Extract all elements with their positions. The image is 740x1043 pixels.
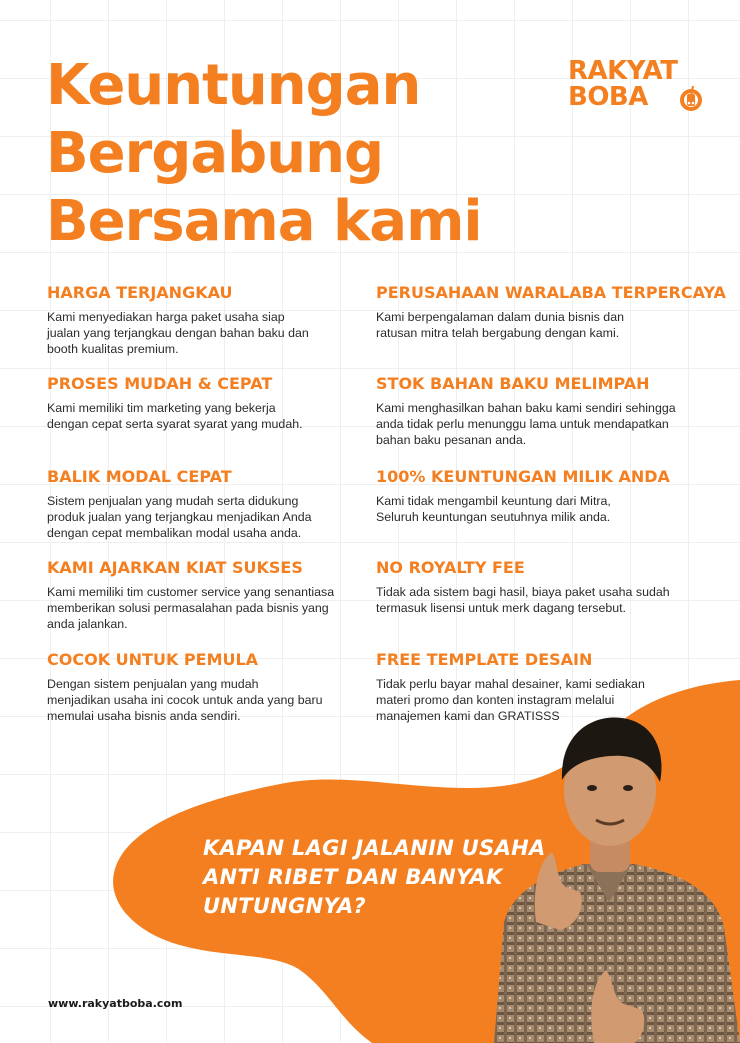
benefit-title: KAMI AJARKAN KIAT SUKSES bbox=[47, 558, 303, 577]
headline bbox=[46, 52, 482, 256]
website-url: www.rakyatboba.com bbox=[48, 997, 183, 1010]
logo-line-1: RAKYAT bbox=[568, 56, 678, 86]
benefit-title: NO ROYALTY FEE bbox=[376, 558, 525, 577]
headline-line-2: Bergabung bbox=[46, 121, 384, 186]
benefit-keuntungan-milik-anda bbox=[376, 467, 676, 525]
benefit-title: PERUSAHAAN WARALABA TERPERCAYA bbox=[376, 283, 726, 302]
benefit-desc: Kami memiliki tim customer service yang senantiasa memberikan solusi permasalahan pada bisnis yang anda jalankan. bbox=[47, 585, 335, 631]
benefit-desc: Tidak ada sistem bagi hasil, biaya paket usaha sudah termasuk lisensi untuk merk dagang tersebut. bbox=[376, 585, 670, 615]
benefit-desc: Kami menghasilkan bahan baku kami sendiri sehingga anda tidak perlu menunggu lama untuk mendapatkan bahan baku pesanan anda. bbox=[376, 401, 676, 447]
benefit-no-royalty-fee bbox=[376, 558, 676, 616]
benefit-desc: Kami menyediakan harga paket usaha siap jualan yang terjangkau dengan bahan baku dan booth kualitas premium. bbox=[47, 310, 309, 356]
benefit-stok-bahan-baku bbox=[376, 374, 676, 448]
boba-cup-icon bbox=[678, 84, 704, 114]
man-thumbs-up-photo bbox=[474, 712, 740, 1043]
benefit-kiat-sukses bbox=[47, 558, 347, 632]
benefit-harga-terjangkau bbox=[47, 283, 347, 357]
headline-line-1: Keuntungan bbox=[46, 53, 421, 118]
benefit-title: PROSES MUDAH & CEPAT bbox=[47, 374, 273, 393]
benefit-desc: Kami memiliki tim marketing yang bekerja dengan cepat serta syarat syarat yang mudah. bbox=[47, 401, 303, 431]
rakyat-boba-logo bbox=[568, 58, 708, 118]
benefit-desc: Dengan sistem penjualan yang mudah menjadikan usaha ini cocok untuk anda yang baru memulai usaha bisnis anda sendiri. bbox=[47, 677, 323, 723]
cta-line-3: UNTUNGNYA? bbox=[203, 894, 367, 918]
benefit-desc: Kami berpengalaman dalam dunia bisnis dan ratusan mitra telah bergabung dengan kami. bbox=[376, 310, 624, 340]
benefit-perusahaan-waralaba bbox=[376, 283, 726, 341]
benefit-title: COCOK UNTUK PEMULA bbox=[47, 650, 259, 669]
benefit-desc: Sistem penjualan yang mudah serta didukung produk jualan yang terjangkau menjadikan Anda dengan cepat membalikan modal usaha anda. bbox=[47, 494, 312, 540]
benefit-title: 100% KEUNTUNGAN MILIK ANDA bbox=[376, 467, 670, 486]
headline-line-3: Bersama kami bbox=[46, 189, 482, 254]
benefit-title: STOK BAHAN BAKU MELIMPAH bbox=[376, 374, 650, 393]
benefit-balik-modal bbox=[47, 467, 347, 541]
benefit-proses-mudah bbox=[47, 374, 347, 432]
cta-line-1: KAPAN LAGI JALANIN USAHA bbox=[203, 836, 546, 860]
benefit-title: BALIK MODAL CEPAT bbox=[47, 467, 232, 486]
logo-line-2: BOBA bbox=[568, 82, 648, 112]
benefit-title: FREE TEMPLATE DESAIN bbox=[376, 650, 593, 669]
cta-line-2: ANTI RIBET DAN BANYAK bbox=[203, 865, 503, 889]
benefit-desc: Kami tidak mengambil keuntung dari Mitra, Seluruh keuntungan seutuhnya milik anda. bbox=[376, 494, 611, 524]
benefit-desc: Tidak perlu bayar mahal desainer, kami sediakan materi promo dan konten instagram melalui manajemen kami dan GRATISSS bbox=[376, 677, 645, 723]
benefit-title: HARGA TERJANGKAU bbox=[47, 283, 233, 302]
